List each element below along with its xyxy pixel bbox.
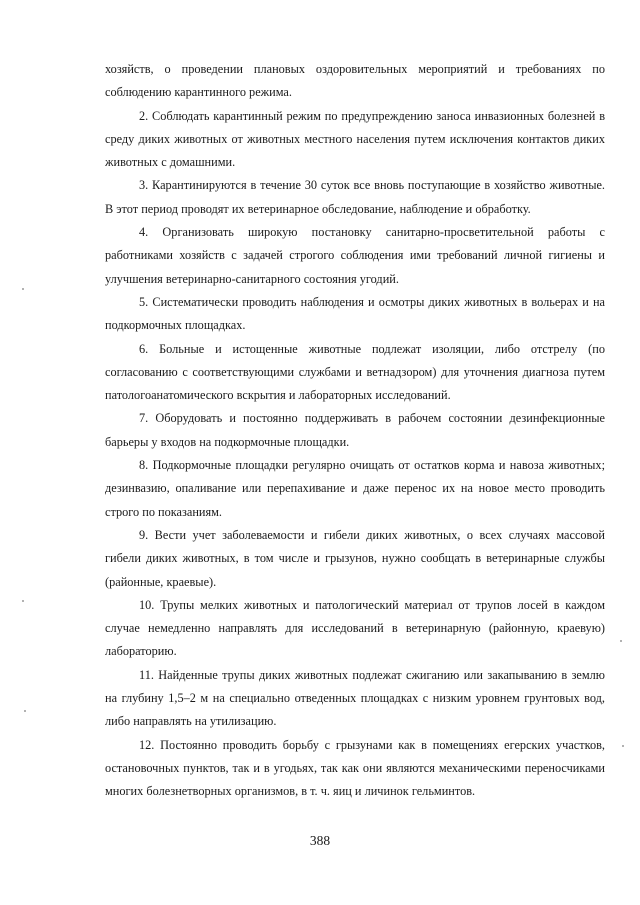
scan-speck (22, 600, 24, 602)
scan-speck (24, 710, 26, 712)
paragraph-continuation: хозяйств, о проведении плановых оздоровительных мероприятий и требованиях по соблюдению карантинного режима. (105, 62, 605, 100)
body-text (105, 58, 605, 804)
paragraph-item-10: 10. Трупы мелких животных и патологический материал от трупов лосей в каждом случае немедленно направлять для исследований в ветеринарную (районную, краевую) лабораторию. (105, 597, 605, 659)
paragraph-item-6: 6. Больные и истощенные животные подлежат изоляции, либо отстрелу (по согласованию с соответствующими службами и ветнадзором) для уточнения диагноза путем патологоанатомического вскрытия и лабораторных исследований. (105, 341, 605, 403)
paragraph-item-9: 9. Вести учет заболеваемости и гибели диких животных, о всех случаях массовой гибели диких животных, в том числе и грызунов, нужно сообщать в ветеринарные службы (районные, краевые). (105, 527, 605, 589)
paragraph-item-2: 2. Соблюдать карантинный режим по предупреждению заноса инвазионных болезней в среду диких животных от животных местного населения путем исключения контактов диких животных с домашними. (105, 108, 605, 170)
paragraph-item-11: 11. Найденные трупы диких животных подлежат сжиганию или закапыванию в землю на глубину 1,5–2 м на специально отведенных площадках с низким уровнем грунтовых вод, либо направлять на утилизацию. (105, 667, 605, 729)
paragraph-item-12: 12. Постоянно проводить борьбу с грызунами как в помещениях егерских участков, остановочных пунктов, так и в угодьях, так как они являются механическими переносчиками многих болезнетворных организмов, в т. ч. яиц и личинок гельминтов. (105, 737, 605, 799)
paragraph-item-7: 7. Оборудовать и постоянно поддерживать в рабочем состоянии дезинфекционные барьеры у входов на подкормочные площадки. (105, 411, 605, 449)
scan-speck (22, 288, 24, 290)
page-number: 388 (309, 833, 331, 848)
scan-speck (620, 640, 622, 642)
scan-speck (622, 745, 624, 747)
paragraph-item-8: 8. Подкормочные площадки регулярно очищать от остатков корма и навоза животных; дезинвазию, опаливание или перепахивание и даже перенос их на новое место проводить строго по показаниям. (105, 458, 605, 519)
paragraph-item-4: 4. Организовать широкую постановку санитарно-просветительной работы с работниками хозяйств с задачей строгого соблюдения ими требований личной гигиены и улучшения ветеринарно-санитарного состояния угодий. (105, 225, 605, 286)
paragraph-item-3: 3. Карантинируются в течение 30 суток все вновь поступающие в хозяйство животные. В этот период проводят их ветеринарное обследование, наблюдение и обработку. (105, 178, 605, 216)
paragraph-item-5: 5. Систематически проводить наблюдения и осмотры диких животных в вольерах и на подкормочных площадках. (105, 294, 605, 333)
